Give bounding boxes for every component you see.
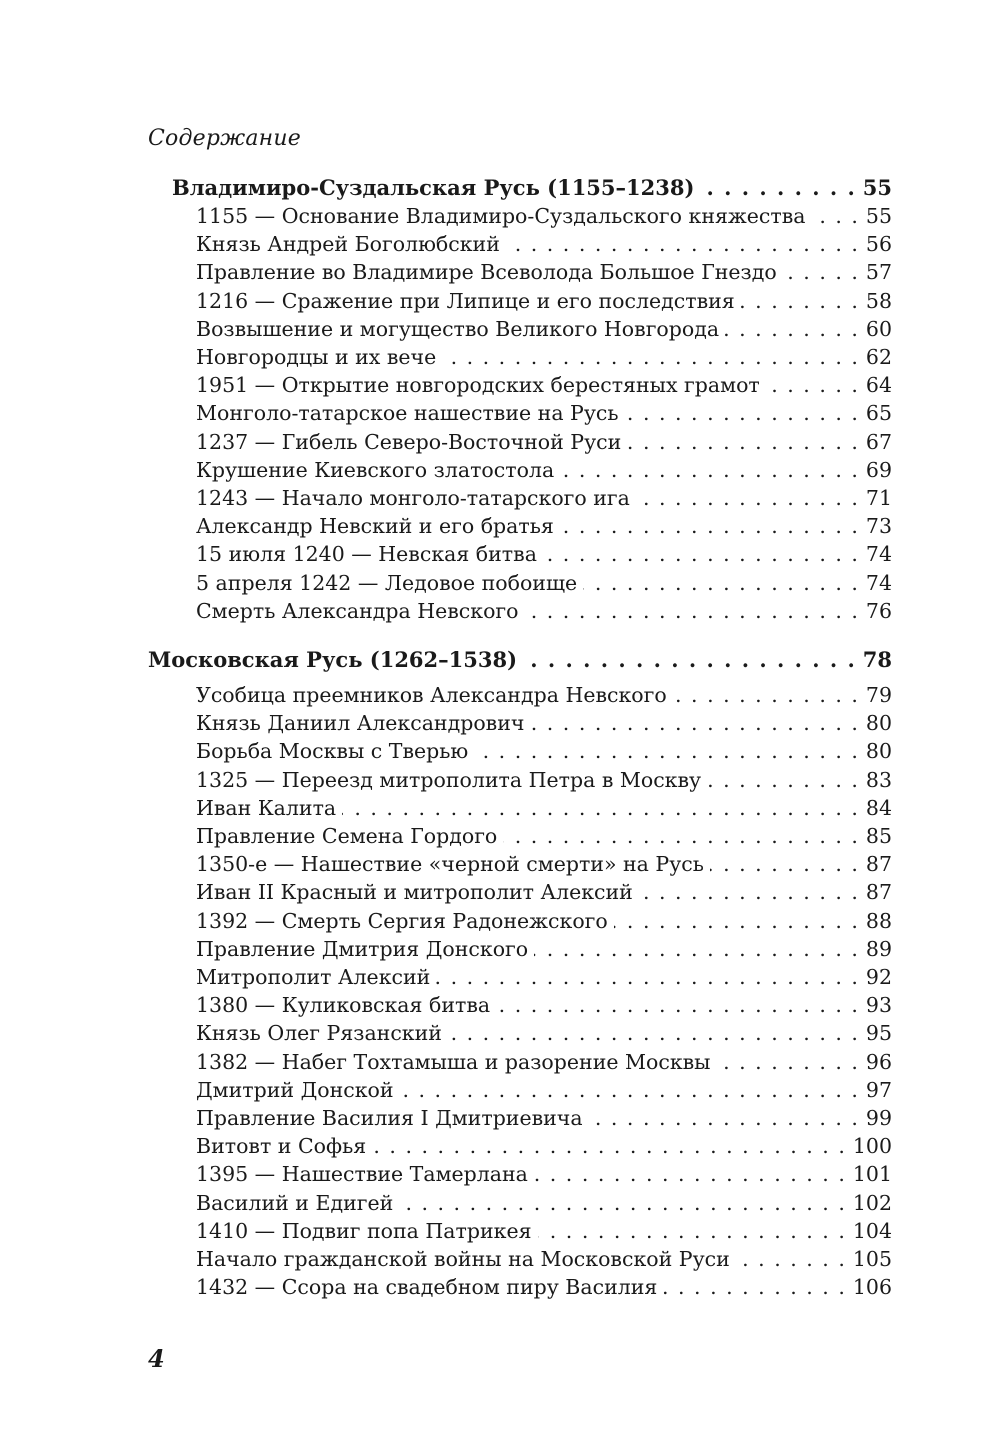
running-head: Содержание	[148, 126, 301, 151]
entry-page-number: 85	[865, 824, 892, 848]
entry-page-number: 57	[865, 260, 892, 285]
toc-entry[interactable]	[196, 766, 892, 794]
entry-title: Иван II Красный и митрополит Алексий	[196, 880, 633, 905]
entry-title: 15 июля 1240 — Невская битва	[196, 542, 537, 567]
dot-leader	[663, 1273, 844, 1301]
dot-leader	[673, 681, 858, 709]
dot-leader	[625, 399, 858, 427]
entry-page-number: 104	[852, 1218, 892, 1243]
entry-page-number: 62	[865, 345, 892, 369]
entry-page-number: 95	[865, 1021, 892, 1046]
toc-entry[interactable]	[196, 258, 892, 286]
entry-page-number: 56	[865, 232, 892, 257]
entry-title: Борьба Москвы с Тверью	[196, 739, 469, 764]
dot-leader	[342, 794, 858, 822]
dot-leader	[525, 597, 858, 625]
entry-page-number: 55	[862, 175, 892, 200]
dot-leader	[496, 991, 858, 1019]
entry-title: Возвышение и могущество Великого Новгорода	[196, 316, 720, 341]
dot-leader	[736, 1245, 845, 1273]
dot-leader	[448, 1019, 858, 1047]
toc-entry[interactable]	[196, 484, 892, 512]
entry-page-number: 83	[865, 767, 892, 792]
entry-title: Монголо-татарское нашествие на Русь	[196, 401, 619, 426]
entry-page-number: 93	[865, 993, 892, 1018]
entry-page-number: 101	[852, 1162, 892, 1187]
entry-title: 1392 — Смерть Сергия Радонежского	[196, 908, 608, 933]
entry-title: 5 апреля 1242 — Ледовое побоище	[196, 570, 578, 595]
dot-leader	[783, 258, 858, 286]
dot-leader	[710, 850, 858, 878]
dot-leader	[474, 737, 858, 765]
entry-title: Иван Калита	[196, 795, 337, 820]
entry-page-number: 64	[865, 373, 892, 398]
toc-entry[interactable]	[196, 343, 892, 371]
toc-entry[interactable]	[196, 709, 892, 737]
entry-title: Начало гражданской войны на Московской Руси	[196, 1247, 730, 1271]
toc-entry[interactable]	[196, 935, 892, 963]
entry-page-number: 100	[852, 1134, 892, 1159]
dot-leader	[717, 1048, 858, 1076]
toc-entry[interactable]	[196, 428, 892, 456]
toc-entry[interactable]	[196, 371, 892, 399]
toc-entry[interactable]	[196, 1132, 892, 1160]
entry-title: Правление во Владимире Всеволода Большое Гнездо	[196, 260, 777, 285]
entry-title: 1325 — Переезд митрополита Петра в Москву	[196, 767, 702, 792]
entry-page-number: 105	[852, 1247, 892, 1271]
toc-entry[interactable]	[196, 540, 892, 568]
dot-leader	[543, 540, 858, 568]
entry-page-number: 60	[865, 316, 892, 341]
toc-section-heading[interactable]	[172, 174, 892, 202]
toc-section-heading[interactable]	[148, 646, 892, 674]
entry-title: 1410 — Подвиг попа Патрикея	[196, 1218, 532, 1243]
dot-leader	[399, 1189, 845, 1217]
toc-entry[interactable]	[196, 1273, 892, 1301]
dot-leader	[700, 174, 854, 202]
entry-page-number: 88	[865, 908, 892, 933]
toc-entry[interactable]	[196, 1104, 892, 1132]
entry-page-number: 96	[865, 1049, 892, 1074]
dot-leader	[530, 709, 857, 737]
entry-title: Александр Невский и его братья	[196, 514, 554, 539]
entry-title: 1237 — Гибель Северо-Восточной Руси	[196, 429, 622, 454]
dot-leader	[372, 1132, 845, 1160]
entry-page-number: 55	[865, 204, 892, 228]
entry-page-number: 76	[865, 598, 892, 623]
toc-entry[interactable]	[196, 907, 892, 935]
entry-title: Владимиро-Суздальская Русь (1155–1238)	[172, 175, 695, 200]
entry-page-number: 74	[865, 542, 892, 567]
dot-leader	[442, 343, 858, 371]
entry-title: Правление Василия I Дмитриевича	[196, 1106, 583, 1130]
entry-title: Крушение Киевского златостола	[196, 457, 555, 482]
toc-entry[interactable]	[196, 1048, 892, 1076]
toc-entry[interactable]	[196, 737, 892, 765]
dot-leader	[725, 315, 858, 343]
dot-leader	[589, 1104, 858, 1132]
entry-title: Новгородцы и их вече	[196, 345, 437, 369]
toc-entry[interactable]	[196, 456, 892, 484]
entry-title: Московская Русь (1262–1538)	[148, 647, 518, 672]
entry-title: Василий и Едигей	[196, 1190, 394, 1215]
toc-entry[interactable]	[196, 315, 892, 343]
entry-title: 1216 — Сражение при Липице и его последствия	[196, 288, 735, 313]
toc-entry[interactable]	[196, 512, 892, 540]
dot-leader	[639, 878, 858, 906]
entry-page-number: 78	[862, 647, 892, 672]
toc-entry[interactable]	[196, 878, 892, 906]
entry-title: 1243 — Начало монголо-татарского ига	[196, 486, 630, 510]
entry-title: Правление Семена Гордого	[196, 824, 498, 848]
toc-entry[interactable]	[196, 1019, 892, 1047]
entry-page-number: 80	[865, 711, 892, 736]
toc-entry[interactable]	[196, 822, 892, 850]
entry-title: 1155 — Основание Владимиро-Суздальского княжества	[196, 204, 806, 228]
dot-leader	[583, 569, 858, 597]
dot-leader	[741, 287, 858, 315]
entry-page-number: 102	[852, 1190, 892, 1215]
toc-entry[interactable]	[196, 1217, 892, 1245]
entry-title: Князь Олег Рязанский	[196, 1021, 442, 1046]
entry-page-number: 106	[852, 1275, 892, 1300]
dot-leader	[766, 371, 858, 399]
entry-page-number: 97	[865, 1077, 892, 1102]
entry-page-number: 87	[865, 880, 892, 905]
toc-entry[interactable]	[196, 1160, 892, 1188]
toc-entry[interactable]	[196, 1189, 892, 1217]
entry-title: 1350-е — Нашествие «черной смерти» на Русь	[196, 852, 704, 877]
toc-entry[interactable]	[196, 794, 892, 822]
entry-page-number: 99	[865, 1106, 892, 1130]
dot-leader	[523, 646, 855, 674]
entry-page-number: 92	[865, 965, 892, 989]
toc-entry[interactable]	[196, 597, 892, 625]
toc-entry[interactable]	[196, 569, 892, 597]
entry-title: 1395 — Нашествие Тамерлана	[196, 1162, 528, 1187]
dot-leader	[506, 230, 858, 258]
toc-entry[interactable]	[196, 1076, 892, 1104]
page-number: 4	[148, 1344, 165, 1373]
dot-leader	[436, 963, 858, 991]
entry-title: 1382 — Набег Тохтамыша и разорение Москвы	[196, 1049, 711, 1074]
toc-entry[interactable]	[196, 230, 892, 258]
dot-leader	[534, 1160, 845, 1188]
entry-title: Смерть Александра Невского	[196, 598, 519, 623]
entry-title: 1380 — Куликовская битва	[196, 993, 491, 1018]
entry-page-number: 89	[865, 936, 892, 961]
entry-title: Усобица преемников Александра Невского	[196, 683, 667, 707]
entry-page-number: 87	[865, 852, 892, 877]
entry-page-number: 71	[865, 486, 892, 510]
dot-leader	[627, 428, 858, 456]
entry-page-number: 84	[865, 795, 892, 820]
dot-leader	[636, 484, 858, 512]
entry-title: 1432 — Ссора на свадебном пиру Василия	[196, 1275, 658, 1300]
entry-page-number: 67	[865, 429, 892, 454]
dot-leader	[560, 456, 858, 484]
toc-entry[interactable]	[196, 202, 892, 230]
dot-leader	[534, 935, 858, 963]
dot-leader	[560, 512, 858, 540]
entry-title: Дмитрий Донской	[196, 1077, 394, 1102]
entry-title: 1951 — Открытие новгородских берестяных грамот	[196, 373, 760, 398]
dot-leader	[538, 1217, 845, 1245]
dot-leader	[614, 907, 858, 935]
entry-page-number: 65	[865, 401, 892, 426]
entry-title: Князь Даниил Александрович	[196, 711, 525, 736]
dot-leader	[707, 766, 858, 794]
dot-leader	[503, 822, 858, 850]
entry-title: Витовт и Софья	[196, 1134, 367, 1159]
toc-entry[interactable]	[196, 850, 892, 878]
entry-title: Митрополит Алексий	[196, 965, 431, 989]
entry-page-number: 73	[865, 514, 892, 539]
entry-page-number: 80	[865, 739, 892, 764]
entry-page-number: 69	[865, 457, 892, 482]
dot-leader	[812, 202, 858, 230]
entry-page-number: 79	[865, 683, 892, 707]
entry-page-number: 58	[865, 288, 892, 313]
toc-entry[interactable]	[196, 399, 892, 427]
entry-title: Правление Дмитрия Донского	[196, 936, 529, 961]
toc-entry[interactable]	[196, 991, 892, 1019]
entry-title: Князь Андрей Боголюбский	[196, 232, 500, 257]
toc-entry[interactable]	[196, 681, 892, 709]
toc-entry[interactable]	[196, 963, 892, 991]
toc-entry[interactable]	[196, 287, 892, 315]
dot-leader	[400, 1076, 858, 1104]
entry-page-number: 74	[865, 570, 892, 595]
toc-entry[interactable]	[196, 1245, 892, 1273]
